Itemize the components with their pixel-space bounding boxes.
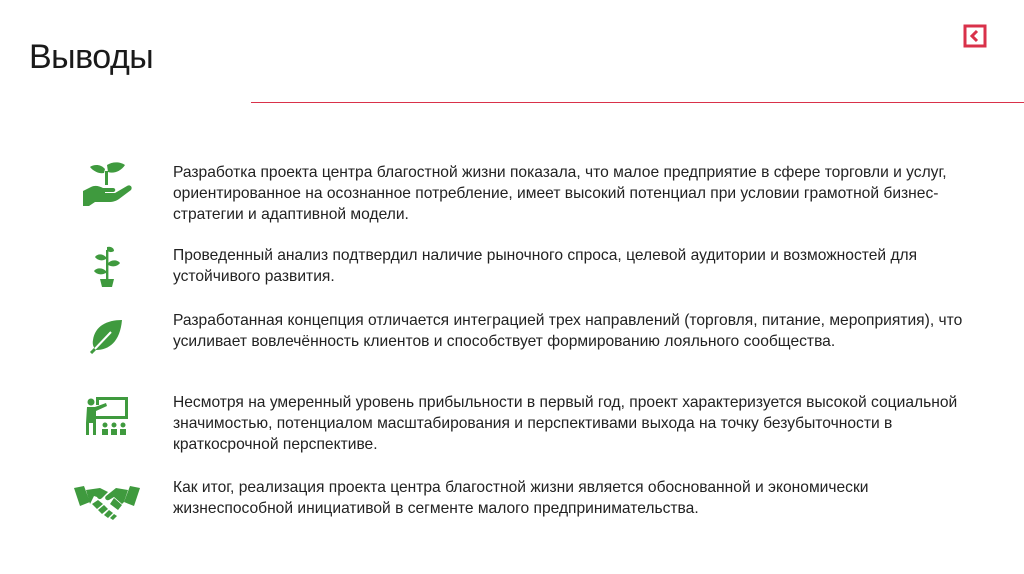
conclusion-text-5: Как итог, реализация проекта центра благостной жизни является обоснованной и экономически жизнеспособной инициативой в сегменте малого предпринимательства. bbox=[173, 479, 869, 517]
presentation-icon bbox=[72, 395, 142, 437]
handshake-icon bbox=[72, 482, 142, 520]
conclusion-text-1: Разработка проекта центра благостной жизни показала, что малое предприятие в сфере торговли и услуг, ориентированное на осознанное потребление, имеет высокий потенциал при условии грамотной бизнес-стратегии и адаптивной модели. bbox=[173, 164, 947, 223]
conclusion-text-4: Несмотря на умеренный уровень прибыльности в первый год, проект характеризуется высокой социальной значимостью, потенциалом масштабирования и перспективами выхода на точку безубыточности в краткосрочной перспективе. bbox=[173, 394, 958, 453]
leaf-icon bbox=[72, 318, 142, 354]
conclusion-text-3: Разработанная концепция отличается интеграцией трех направлений (торговля, питание, мероприятия), что усиливает вовлечённость клиентов и способствует формированию лояльного сообщества. bbox=[173, 312, 963, 350]
header-divider bbox=[251, 102, 1024, 103]
hand-sprout-icon bbox=[72, 161, 142, 207]
plant-icon bbox=[72, 245, 142, 287]
page-title: Выводы bbox=[29, 38, 154, 76]
back-arrow-icon[interactable] bbox=[963, 24, 987, 48]
conclusion-text-2: Проведенный анализ подтвердил наличие рыночного спроса, целевой аудитории и возможностей для устойчивого развития. bbox=[173, 247, 918, 285]
